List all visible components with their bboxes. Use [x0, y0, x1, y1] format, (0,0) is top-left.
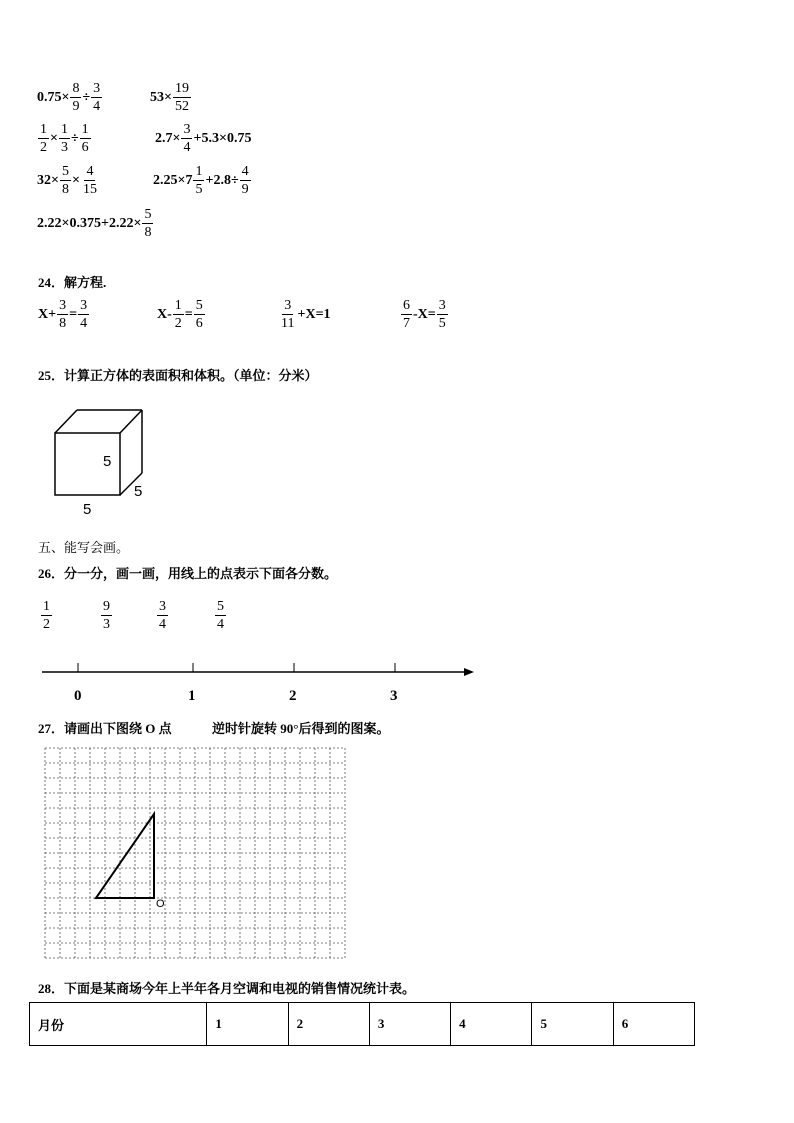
sales-table-cell: 2 — [288, 1003, 369, 1046]
sales-table — [29, 1002, 695, 1046]
q24-equation — [400, 297, 449, 332]
fraction-denominator: 52 — [174, 99, 189, 114]
fraction — [173, 297, 184, 332]
fraction — [101, 598, 112, 633]
expression-text: 2.22×0.375+2.22× — [37, 215, 142, 231]
fraction-numerator: 1 — [174, 298, 182, 313]
fraction-numerator: 4 — [241, 164, 249, 179]
fraction — [78, 297, 89, 332]
fraction-numerator: 6 — [403, 298, 410, 313]
q24-equation — [278, 297, 331, 332]
sales-table-cell: 1 — [207, 1003, 288, 1046]
fraction-numerator: 5 — [217, 599, 224, 614]
q27-title-tail: 逆时针旋转 90°后得到的图案。 — [212, 721, 390, 736]
q23-expression — [155, 121, 251, 156]
fraction-denominator: 6 — [195, 316, 203, 331]
fraction-numerator: 1 — [81, 122, 89, 137]
section-five-title: 五、能写会画。 — [38, 540, 130, 555]
fraction — [215, 598, 226, 633]
fraction-numerator: 3 — [284, 298, 292, 313]
q24-title: 24．解方程. — [38, 275, 107, 290]
expression-text: × — [50, 130, 58, 146]
fraction — [60, 163, 71, 198]
fraction-denominator: 11 — [281, 316, 295, 331]
fraction-numerator: 4 — [86, 164, 94, 179]
fraction-denominator: 2 — [40, 140, 47, 155]
expression-text: × — [71, 172, 80, 188]
q26-title: 26．分一分，画一画，用线上的点表示下面各分数。 — [38, 566, 338, 581]
rotation-point-label: O — [156, 898, 165, 910]
expression-text: = — [184, 306, 193, 322]
fraction-numerator: 1 — [60, 122, 68, 137]
fraction — [81, 163, 99, 198]
expression-text: ÷ — [70, 130, 79, 146]
fraction-denominator: 2 — [43, 617, 50, 632]
fraction-denominator: 9 — [241, 182, 249, 197]
cube-front-edge-label: 5 — [103, 453, 112, 470]
fraction-numerator: 5 — [144, 207, 152, 222]
fraction — [80, 121, 91, 156]
sales-table-cell: 3 — [369, 1003, 450, 1046]
q23-expression — [37, 206, 154, 241]
q24-equation — [38, 297, 90, 332]
number-line-tick-label: 0 — [74, 688, 82, 704]
drawing-grid — [44, 747, 346, 961]
fraction — [279, 297, 296, 332]
expression-text: X+ — [38, 306, 57, 322]
fraction-numerator: 19 — [174, 81, 189, 96]
fraction-denominator: 3 — [60, 140, 68, 155]
fraction-denominator: 4 — [183, 140, 191, 155]
fraction-numerator: 1 — [40, 122, 47, 137]
expression-text: 0.75× — [37, 89, 70, 105]
q23-expression — [37, 80, 103, 115]
cube-side-edge-label: 5 — [134, 483, 143, 500]
fraction-denominator: 4 — [93, 99, 101, 114]
number-line-tick-label: 1 — [188, 688, 196, 704]
q27-title: 27．请画出下图绕 O 点 — [38, 721, 172, 736]
fraction-numerator: 3 — [438, 298, 446, 313]
fraction — [59, 121, 70, 156]
sales-table-cell: 月份 — [30, 1003, 207, 1046]
expression-text: 53× — [150, 89, 172, 105]
q23-expression — [150, 80, 192, 115]
fraction-numerator: 3 — [159, 599, 166, 614]
fraction-denominator: 8 — [144, 225, 152, 240]
expression-text: = — [69, 306, 78, 322]
fraction-denominator: 4 — [80, 316, 88, 331]
fraction — [57, 297, 68, 332]
fraction-denominator: 5 — [438, 316, 446, 331]
q24-equation — [157, 297, 206, 332]
fraction-numerator: 3 — [93, 81, 101, 96]
fraction — [38, 121, 49, 156]
fraction — [193, 163, 204, 198]
fraction-numerator: 9 — [103, 599, 110, 614]
fraction-denominator: 4 — [217, 617, 224, 632]
fraction-denominator: 4 — [159, 617, 166, 632]
expression-text: +2.8÷ — [205, 172, 239, 188]
fraction-numerator: 3 — [59, 298, 67, 313]
expression-text: 2.7× — [155, 130, 181, 146]
fraction-denominator: 9 — [72, 99, 80, 114]
expression-text: X- — [157, 306, 172, 322]
number-line-tick-label: 3 — [390, 688, 398, 704]
expression-text: -X= — [413, 306, 436, 322]
q26-fraction — [214, 598, 227, 633]
fraction — [157, 598, 168, 633]
q25-title: 25．计算正方体的表面积和体积。（单位：分米） — [38, 368, 318, 383]
fraction-numerator: 1 — [43, 599, 50, 614]
expression-text: +X=1 — [297, 306, 331, 322]
fraction-numerator: 8 — [72, 81, 80, 96]
q26-fraction — [40, 598, 53, 633]
expression-text: 2.25×7 — [153, 172, 193, 188]
q26-fraction — [156, 598, 169, 633]
q23-expression — [37, 121, 92, 156]
q28-title: 28．下面是某商场今年上半年各月空调和电视的销售情况统计表。 — [38, 981, 416, 996]
sales-table-cell: 5 — [532, 1003, 613, 1046]
q23-expression — [37, 163, 100, 198]
fraction — [240, 163, 251, 198]
fraction-numerator: 5 — [61, 164, 69, 179]
fraction-numerator: 5 — [195, 298, 203, 313]
expression-text: +5.3×0.75 — [193, 130, 252, 146]
fraction-denominator: 5 — [195, 182, 203, 197]
q23-expression — [153, 163, 252, 198]
fraction-denominator: 3 — [103, 617, 110, 632]
fraction-denominator: 2 — [174, 316, 182, 331]
fraction-denominator: 8 — [59, 316, 67, 331]
cube-bottom-edge-label: 5 — [83, 501, 92, 518]
expression-text: 32× — [37, 172, 59, 188]
number-line-tick-label: 2 — [289, 688, 297, 704]
sales-table-header-row — [30, 1003, 695, 1046]
expression-text: ÷ — [82, 89, 91, 105]
fraction — [142, 206, 153, 241]
fraction — [173, 80, 191, 115]
fraction — [41, 598, 52, 633]
fraction — [437, 297, 448, 332]
fraction-numerator: 3 — [183, 122, 191, 137]
fraction — [401, 297, 412, 332]
fraction-denominator: 15 — [82, 182, 97, 197]
fraction-denominator: 6 — [81, 140, 89, 155]
number-line — [38, 655, 478, 685]
fraction-numerator: 1 — [195, 164, 203, 179]
q26-fraction — [100, 598, 113, 633]
fraction — [181, 121, 192, 156]
fraction — [70, 80, 81, 115]
fraction — [194, 297, 205, 332]
fraction-denominator: 8 — [61, 182, 69, 197]
sales-table-cell: 4 — [451, 1003, 532, 1046]
fraction — [91, 80, 102, 115]
fraction-numerator: 3 — [80, 298, 88, 313]
fraction-denominator: 7 — [403, 316, 410, 331]
sales-table-cell: 6 — [613, 1003, 694, 1046]
